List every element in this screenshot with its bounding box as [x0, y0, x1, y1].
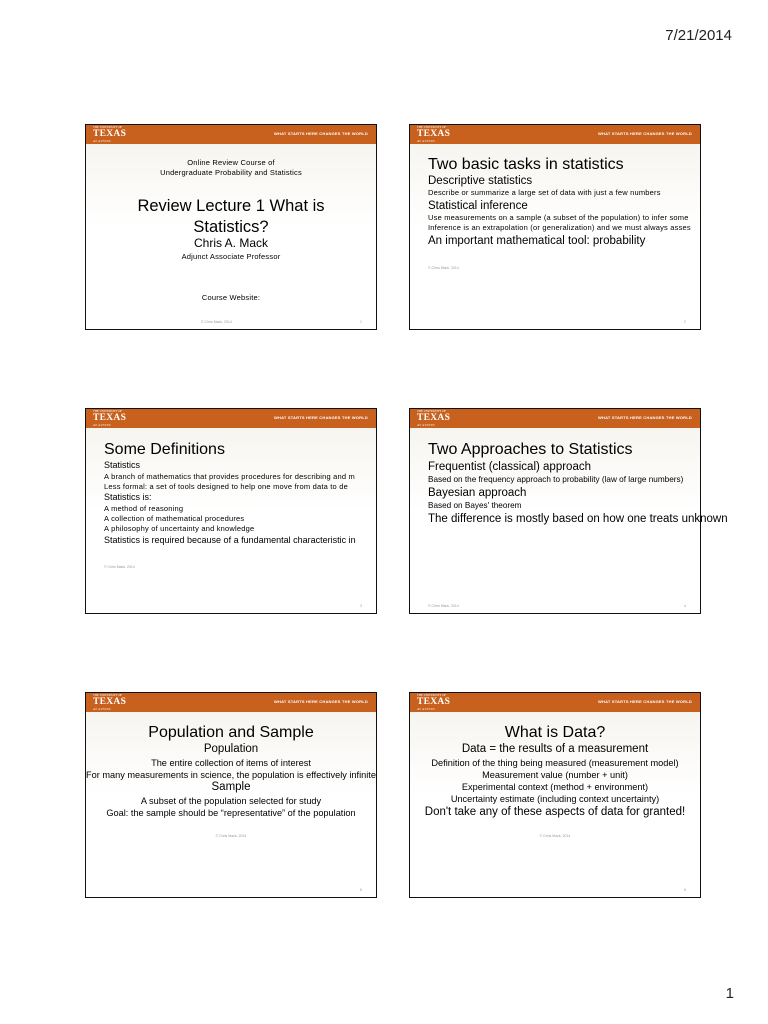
tagline: WHAT STARTS HERE CHANGES THE WORLD — [598, 415, 692, 420]
copyright: © Chris Mack, 2014 — [428, 604, 459, 608]
copyright: © Chris Mack, 2014 — [104, 565, 135, 569]
bullet-level2: Inference is an extrapolation (or generalization) and we must always asses — [428, 223, 691, 232]
bullet-level2: A philosophy of uncertainty and knowledge — [104, 524, 255, 533]
bullet-level2: Uncertainty estimate (including context uncertainty) — [450, 794, 660, 804]
slide-header — [410, 409, 700, 429]
tagline: WHAT STARTS HERE CHANGES THE WORLD — [274, 699, 368, 704]
slide-body — [86, 712, 376, 897]
bullet-level1: Statistics — [104, 460, 141, 470]
course-line: Undergraduate Probability and Statistics — [160, 168, 302, 177]
author-role: Adjunct Associate Professor — [181, 252, 281, 261]
slide-header — [410, 125, 700, 145]
university-logo: THE UNIVERSITY OF TEXAS AT AUSTIN — [93, 409, 127, 427]
tagline: WHAT STARTS HERE CHANGES THE WORLD — [598, 131, 692, 136]
bullet-level2: Use measurements on a sample (a subset of the population) to infer some — [428, 213, 689, 222]
slide-number: 6 — [684, 888, 686, 892]
slide-title: What is Data? — [504, 724, 606, 741]
tagline: WHAT STARTS HERE CHANGES THE WORLD — [598, 699, 692, 704]
copyright: © Chris Mack, 2014 — [201, 320, 232, 324]
slide-1 — [85, 124, 377, 330]
copyright: © Chris Mack, 2014 — [539, 834, 571, 838]
bullet-level1: Sample — [211, 781, 251, 793]
bullet-level2: Experimental context (method + environment) — [461, 782, 649, 792]
slide-body — [410, 144, 700, 329]
course-website-label: Course Website: — [201, 293, 261, 302]
bullet-level2: Definition of the thing being measured (measurement model) — [431, 758, 679, 768]
slide-body — [410, 712, 700, 897]
bullet-level1: The difference is mostly based on how one treats unknown — [428, 513, 728, 525]
bullet-level2: Goal: the sample should be “representative” of the population — [106, 808, 356, 818]
slide-title: Review Lecture 1 What is — [137, 197, 325, 215]
bullet-level2: A subset of the population selected for study — [140, 796, 322, 806]
bullet-level2: Based on Bayes' theorem — [428, 501, 522, 510]
bullet-level2: The entire collection of items of interest — [151, 758, 311, 768]
bullet-level2: Less formal: a set of tools designed to help one move from data to de — [104, 482, 348, 491]
slide-4 — [409, 408, 728, 614]
tagline: WHAT STARTS HERE CHANGES THE WORLD — [274, 131, 368, 136]
bullet-level2: A collection of mathematical procedures — [104, 514, 245, 523]
bullet-level1: Don't take any of these aspects of data for granted! — [424, 806, 686, 818]
slide-number: 2 — [684, 320, 686, 324]
slide-title: Statistics? — [193, 218, 269, 236]
slide-5 — [85, 692, 377, 898]
bullet-level2: A method of reasoning — [104, 504, 184, 513]
bullet-level1: Statistics is required because of a fundamental characteristic in — [104, 535, 356, 545]
slide-2 — [409, 124, 701, 330]
copyright: © Chris Mack, 2014 — [215, 834, 247, 838]
slide-body — [410, 428, 728, 613]
slide-number: 5 — [360, 888, 362, 892]
bullet-level1: Data = the results of a measurement — [461, 743, 649, 755]
slide-number: 4 — [684, 604, 686, 608]
bullet-level1: Statistics is: — [104, 492, 152, 502]
bullet-level2: Based on the frequency approach to probability (law of large numbers) — [428, 475, 684, 484]
bullet-level2: A branch of mathematics that provides procedures for describing and m — [104, 472, 356, 481]
bullet-level1: Frequentist (classical) approach — [428, 461, 591, 473]
tagline: WHAT STARTS HERE CHANGES THE WORLD — [274, 415, 368, 420]
slide-number: 1 — [360, 320, 362, 324]
bullet-level2: For many measurements in science, the population is effectively infinite — [86, 770, 376, 780]
page-number: 1 — [725, 985, 734, 1002]
bullet-level1: Descriptive statistics — [428, 175, 533, 187]
slide-6 — [409, 692, 701, 898]
bullet-level1: Bayesian approach — [428, 487, 527, 499]
slide-header — [86, 125, 376, 145]
university-logo: THE UNIVERSITY OF TEXAS AT AUSTIN — [417, 693, 451, 711]
slide-body — [86, 144, 376, 329]
slide-title: Population and Sample — [148, 724, 314, 741]
page-date: 7/21/2014 — [665, 27, 732, 44]
slide-body — [86, 428, 376, 613]
slide-header — [410, 693, 700, 713]
bullet-level1: Population — [203, 743, 259, 755]
university-logo: THE UNIVERSITY OF TEXAS AT AUSTIN — [417, 125, 451, 143]
slide-header — [86, 693, 376, 713]
course-line: Online Review Course of — [187, 158, 275, 167]
slide-title: Two Approaches to Statistics — [428, 441, 633, 458]
slide-title: Two basic tasks in statistics — [428, 156, 624, 173]
bullet-level2: Measurement value (number + unit) — [482, 770, 628, 780]
university-logo: THE UNIVERSITY OF TEXAS AT AUSTIN — [93, 125, 127, 143]
university-logo: THE UNIVERSITY OF TEXAS AT AUSTIN — [93, 693, 127, 711]
author-name: Chris A. Mack — [193, 236, 268, 250]
bullet-level1: Statistical inference — [428, 200, 528, 212]
slide-number: 3 — [360, 604, 362, 608]
slide-header — [86, 409, 376, 429]
copyright: © Chris Mack, 2014 — [428, 266, 459, 270]
bullet-level2: Describe or summarize a large set of data with just a few numbers — [428, 188, 661, 197]
slide-3 — [85, 408, 377, 614]
university-logo: THE UNIVERSITY OF TEXAS AT AUSTIN — [417, 409, 451, 427]
bullet-level1: An important mathematical tool: probability — [428, 235, 646, 247]
slide-title: Some Definitions — [104, 441, 225, 458]
